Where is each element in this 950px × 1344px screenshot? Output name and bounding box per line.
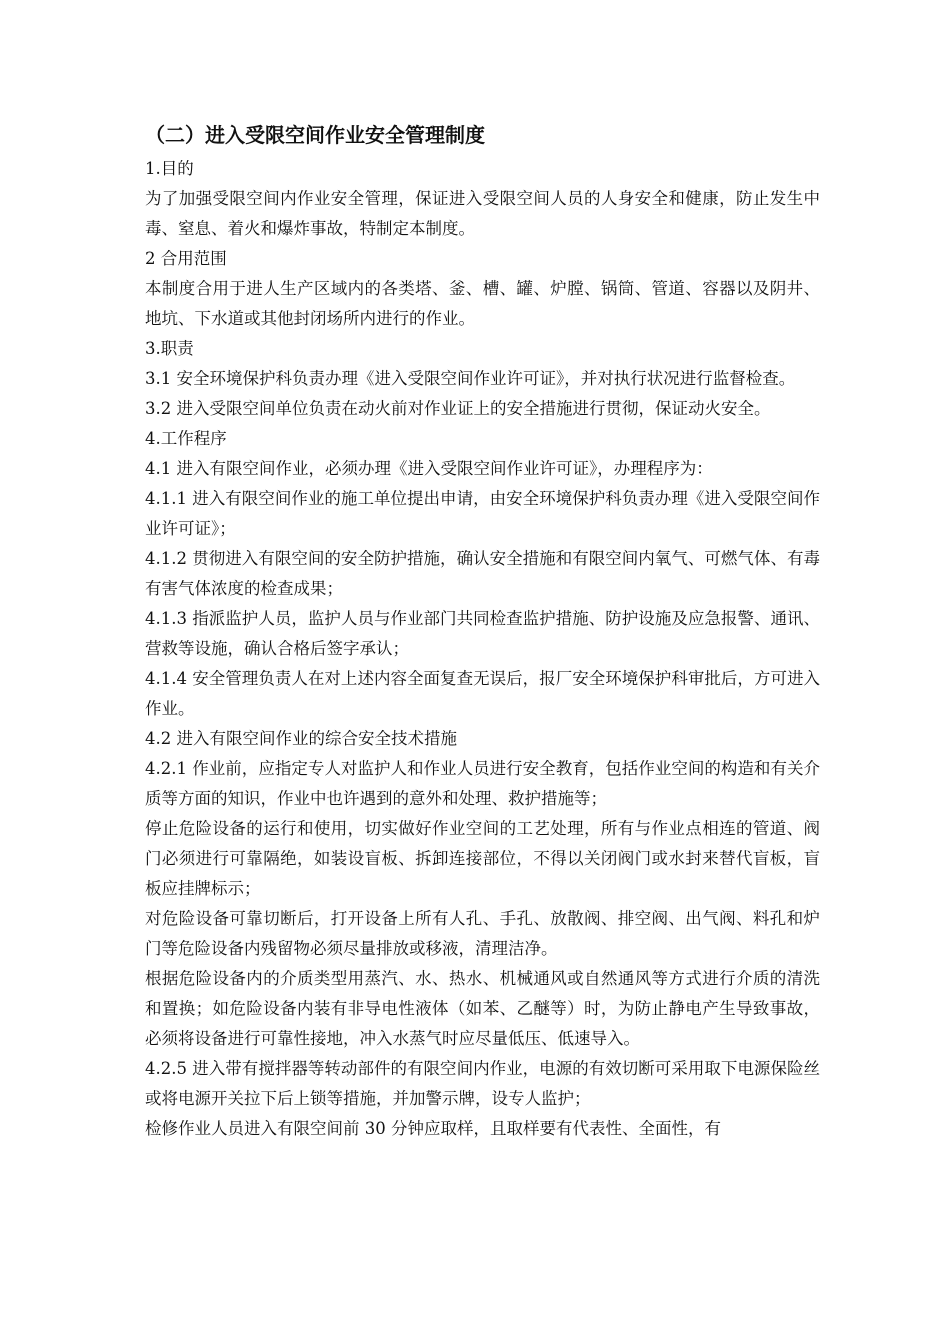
- paragraph-4-1-1: 4.1.1 进入有限空间作业的施工单位提出申请，由安全环境保护科负责办理《进入受限空间作业许可证》；: [145, 489, 820, 538]
- paragraph-3-1: 3.1 安全环境保护科负责办理《进入受限空间作业许可证》，并对执行状况进行监督检查。: [145, 369, 796, 388]
- paragraph-sampling: 检修作业人员进入有限空间前 30 分钟应取样，且取样要有代表性、全面性，有: [145, 1119, 721, 1138]
- document-body: [145, 120, 820, 1144]
- paragraph-4-1-2: 4.1.2 贯彻进入有限空间的安全防护措施，确认安全措施和有限空间内氧气、可燃气体、有毒有害气体浓度的检查成果；: [145, 549, 820, 598]
- section-heading-procedure: 4.工作程序: [145, 429, 227, 448]
- paragraph-4-1: 4.1 进入有限空间作业，必须办理《进入受限空间作业许可证》，办理程序为：: [145, 459, 713, 478]
- paragraph-purge: 根据危险设备内的介质类型用蒸汽、水、热水、机械通风或自然通风等方式进行介质的清洗和置换；如危险设备内装有非导电性液体（如苯、乙醚等）时，为防止静电产生导致事故，必须将设备进行可靠性接地，冲入水蒸气时应尽量低压、低速导入。: [145, 969, 820, 1048]
- paragraph-purpose: 为了加强受限空间内作业安全管理，保证进入受限空间人员的人身安全和健康，防止发生中毒、窒息、着火和爆炸事故，特制定本制度。: [145, 189, 820, 238]
- block-list: [145, 154, 820, 1144]
- section-heading-duties: 3.职责: [145, 339, 194, 358]
- section-heading-4-2: 4.2 进入有限空间作业的综合安全技术措施: [145, 729, 457, 748]
- document-title: （二）进入受限空间作业安全管理制度: [145, 123, 485, 147]
- paragraph-drain: 对危险设备可靠切断后，打开设备上所有人孔、手孔、放散阀、排空阀、出气阀、料孔和炉门等危险设备内残留物必须尽量排放或移液，清理洁净。: [145, 909, 820, 958]
- section-heading-scope: 2 合用范围: [145, 249, 227, 268]
- section-heading-purpose: 1.目的: [145, 159, 194, 178]
- paragraph-4-1-3: 4.1.3 指派监护人员，监护人员与作业部门共同检查监护措施、防护设施及应急报警、通讯、营救等设施，确认合格后签字承认；: [145, 609, 820, 658]
- paragraph-isolation: 停止危险设备的运行和使用，切实做好作业空间的工艺处理，所有与作业点相连的管道、阀门必须进行可靠隔绝，如装设盲板、拆卸连接部位，不得以关闭阀门或水封来替代盲板，盲板应挂牌标示；: [145, 819, 820, 898]
- paragraph-4-1-4: 4.1.4 安全管理负责人在对上述内容全面复查无误后，报厂安全环境保护科审批后，方可进入作业。: [145, 669, 820, 718]
- paragraph-4-2-5: 4.2.5 进入带有搅拌器等转动部件的有限空间内作业，电源的有效切断可采用取下电源保险丝或将电源开关拉下后上锁等措施，并加警示牌，设专人监护；: [145, 1059, 820, 1108]
- paragraph-scope: 本制度合用于进人生产区域内的各类塔、釜、槽、罐、炉膛、锅筒、管道、容器以及阴井、地坑、下水道或其他封闭场所内进行的作业。: [145, 279, 820, 328]
- paragraph-3-2: 3.2 进入受限空间单位负责在动火前对作业证上的安全措施进行贯彻，保证动火安全。: [145, 399, 771, 418]
- paragraph-4-2-1: 4.2.1 作业前，应指定专人对监护人和作业人员进行安全教育，包括作业空间的构造和有关介质等方面的知识，作业中也许遇到的意外和处理、救护措施等；: [145, 759, 820, 808]
